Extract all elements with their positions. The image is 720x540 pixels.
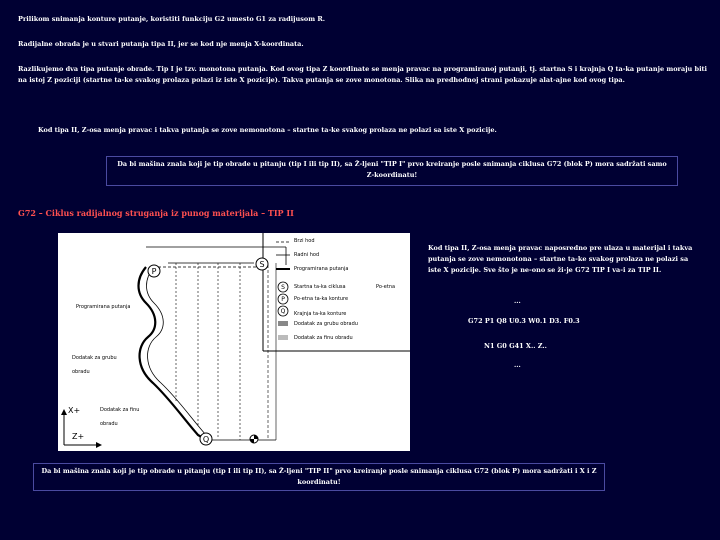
label-dodatak-grubu-1: Dodatak za grubu [72,355,117,361]
label-dodatak-grubu-2: obradu [72,369,90,375]
cycle-diagram [58,233,410,451]
marker-p: P [151,267,157,276]
right-text-code-2: N1 G0 G41 X.. Z.. [484,342,547,350]
legend-startna-tacka: Startna ta-ka ciklusa [294,284,346,290]
label-programirana-putanja: Programirana putanja [76,304,131,310]
legend-pocetna-right: Po-etna [376,284,396,290]
section-heading: G72 – Ciklus radijalnog struganja iz punog materijala – TIP II [18,208,294,218]
legend-dodatak-finu: Dodatak za finu obradu [294,335,353,341]
legend-brzi-hod: Brzi hod [294,238,315,244]
right-text-1: Kod tipa II, Z-osa menja pravac naposredno pre ulaza u materijal i takva putanja se zove nemonotona – startne ta-ke svakog prolaza ne polazi sa iste X pozicije. Sve što je ne-ono se ži-je G72 TIP I va-i za TIP II. [428,244,693,274]
axis-z-label: Z+ [72,432,85,441]
legend-pocetna-tacka: Po-etna ta-ka konture [294,296,349,302]
legend-s-letter: S [281,284,285,291]
right-text-code-1: G72 P1 Q8 U0.3 W0.1 D3. F0.3 [468,317,580,325]
right-text-ellipsis-2: ... [514,361,521,369]
label-dodatak-finu-1: Dodatak za finu [100,407,140,413]
axis-x-label: X+ [68,406,81,415]
legend-p-letter: P [281,296,285,303]
note-box-bottom: Da bi mašina znala koji je tip obrade u pitanju (tip I ili tip II), sa Ž-ljeni "TIP II" prvo kreiranje posle snimanja ciklusa G72 (blok P) mora sadržati i X i Z koordinatu! [33,463,605,491]
paragraph-1: Prilikom snimanja konture putanje, koristiti funkciju G2 umesto G1 za radijusom R. [18,15,326,23]
marker-q: Q [202,435,210,444]
marker-s: S [259,260,265,269]
paragraph-4: Kod tipa II, Z-osa menja pravac i takva putanja se zove nemonotona – startne ta-ke svakog prolaza ne polazi sa iste X pozicije. [38,126,497,134]
legend-programirana-putanja: Programirana putanja [294,266,349,272]
legend-dodatak-grubu: Dodatak za grubu obradu [294,321,358,327]
legend-q-letter: Q [280,308,286,315]
right-text-ellipsis-1: ... [514,297,521,305]
paragraph-3: Razlikujemo dva tipa putanje obrade. Tip I je tzv. monotona putanja. Kod ovog tipa Z koordinate se menja pravac na programiranoj putanji, tj. startna S i krajnja Q ta-ka putanje moraju biti na istoj Z poziciji (startne ta-ke svakog prolaza polazi iz iste X pozicije). Takva putanja se zove monotona. Slika na predhodnoj strani pokazuje alat-ajne kod ovog tipa. [18,65,708,84]
legend-krajnja-tacka: Krajnja ta-ka konture [294,311,347,317]
paragraph-2: Radijalne obrada je u stvari putanja tipa II, jer se kod nje menja X-koordinata. [18,40,304,48]
diagram-drawing [58,233,410,451]
note-box-top: Da bi mašina znala koji je tip obrade u pitanju (tip I ili tip II), sa Ž-ljeni "TIP I" prvo kreiranje posle snimanja ciklusa G72 (blok P) mora sadržati samo Z-koordinatu! [106,156,678,186]
legend-radni-hod: Radni hod [294,252,320,258]
label-dodatak-finu-2: obradu [100,421,118,427]
